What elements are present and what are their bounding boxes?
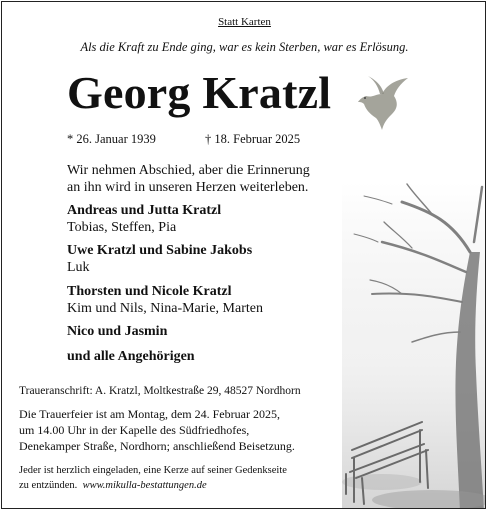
family-names: Thorsten und Nicole Kratzl <box>67 284 232 299</box>
family-children: Tobias, Steffen, Pia <box>67 220 177 235</box>
relatives-line: und alle Angehörigen <box>67 349 195 364</box>
tree-bench-illustration <box>342 182 486 509</box>
farewell-text <box>67 162 367 196</box>
deceased-name: Georg Kratzl <box>67 67 332 118</box>
mourning-address: Traueranschrift: A. Kratzl, Moltkestraße 29, 48527 Nordhorn <box>19 385 301 397</box>
statt-karten-label: Statt Karten <box>218 16 271 28</box>
invite-line: Jeder ist herzlich eingeladen, eine Kerze auf seiner Gedenkseite <box>19 465 287 476</box>
family-names: Andreas und Jutta Kratzl <box>67 203 222 218</box>
family-names: Uwe Kratzl und Sabine Jakobs <box>67 243 253 258</box>
funeral-info <box>19 406 295 454</box>
candle-invitation <box>19 463 287 493</box>
farewell-line: an ihn wird in unseren Herzen weiterleben. <box>67 180 309 195</box>
dove-icon <box>352 72 414 134</box>
death-date: † 18. Februar 2025 <box>205 132 301 146</box>
motto-quote: Als die Kraft zu Ende ging, war es kein Sterben, war es Erlösung. <box>80 40 409 54</box>
family-names: Nico und Jasmin <box>67 324 168 339</box>
funeral-line: Denekamper Straße, Nordhorn; anschließend Beisetzung. <box>19 439 295 453</box>
memorial-link[interactable]: www.mikulla-bestattungen.de <box>82 480 207 491</box>
family-children: Luk <box>67 260 90 275</box>
obituary-card <box>1 1 486 509</box>
funeral-line: um 14.00 Uhr in der Kapelle des Südfriedhofes, <box>19 423 250 437</box>
family-children: Kim und Nils, Nina-Marie, Marten <box>67 301 263 316</box>
funeral-line: Die Trauerfeier ist am Montag, dem 24. Februar 2025, <box>19 407 280 421</box>
invite-text: zu entzünden. <box>19 480 78 491</box>
invite-line <box>19 478 287 493</box>
farewell-line: Wir nehmen Abschied, aber die Erinnerung <box>67 163 310 178</box>
birth-date: * 26. Januar 1939 <box>67 132 156 146</box>
